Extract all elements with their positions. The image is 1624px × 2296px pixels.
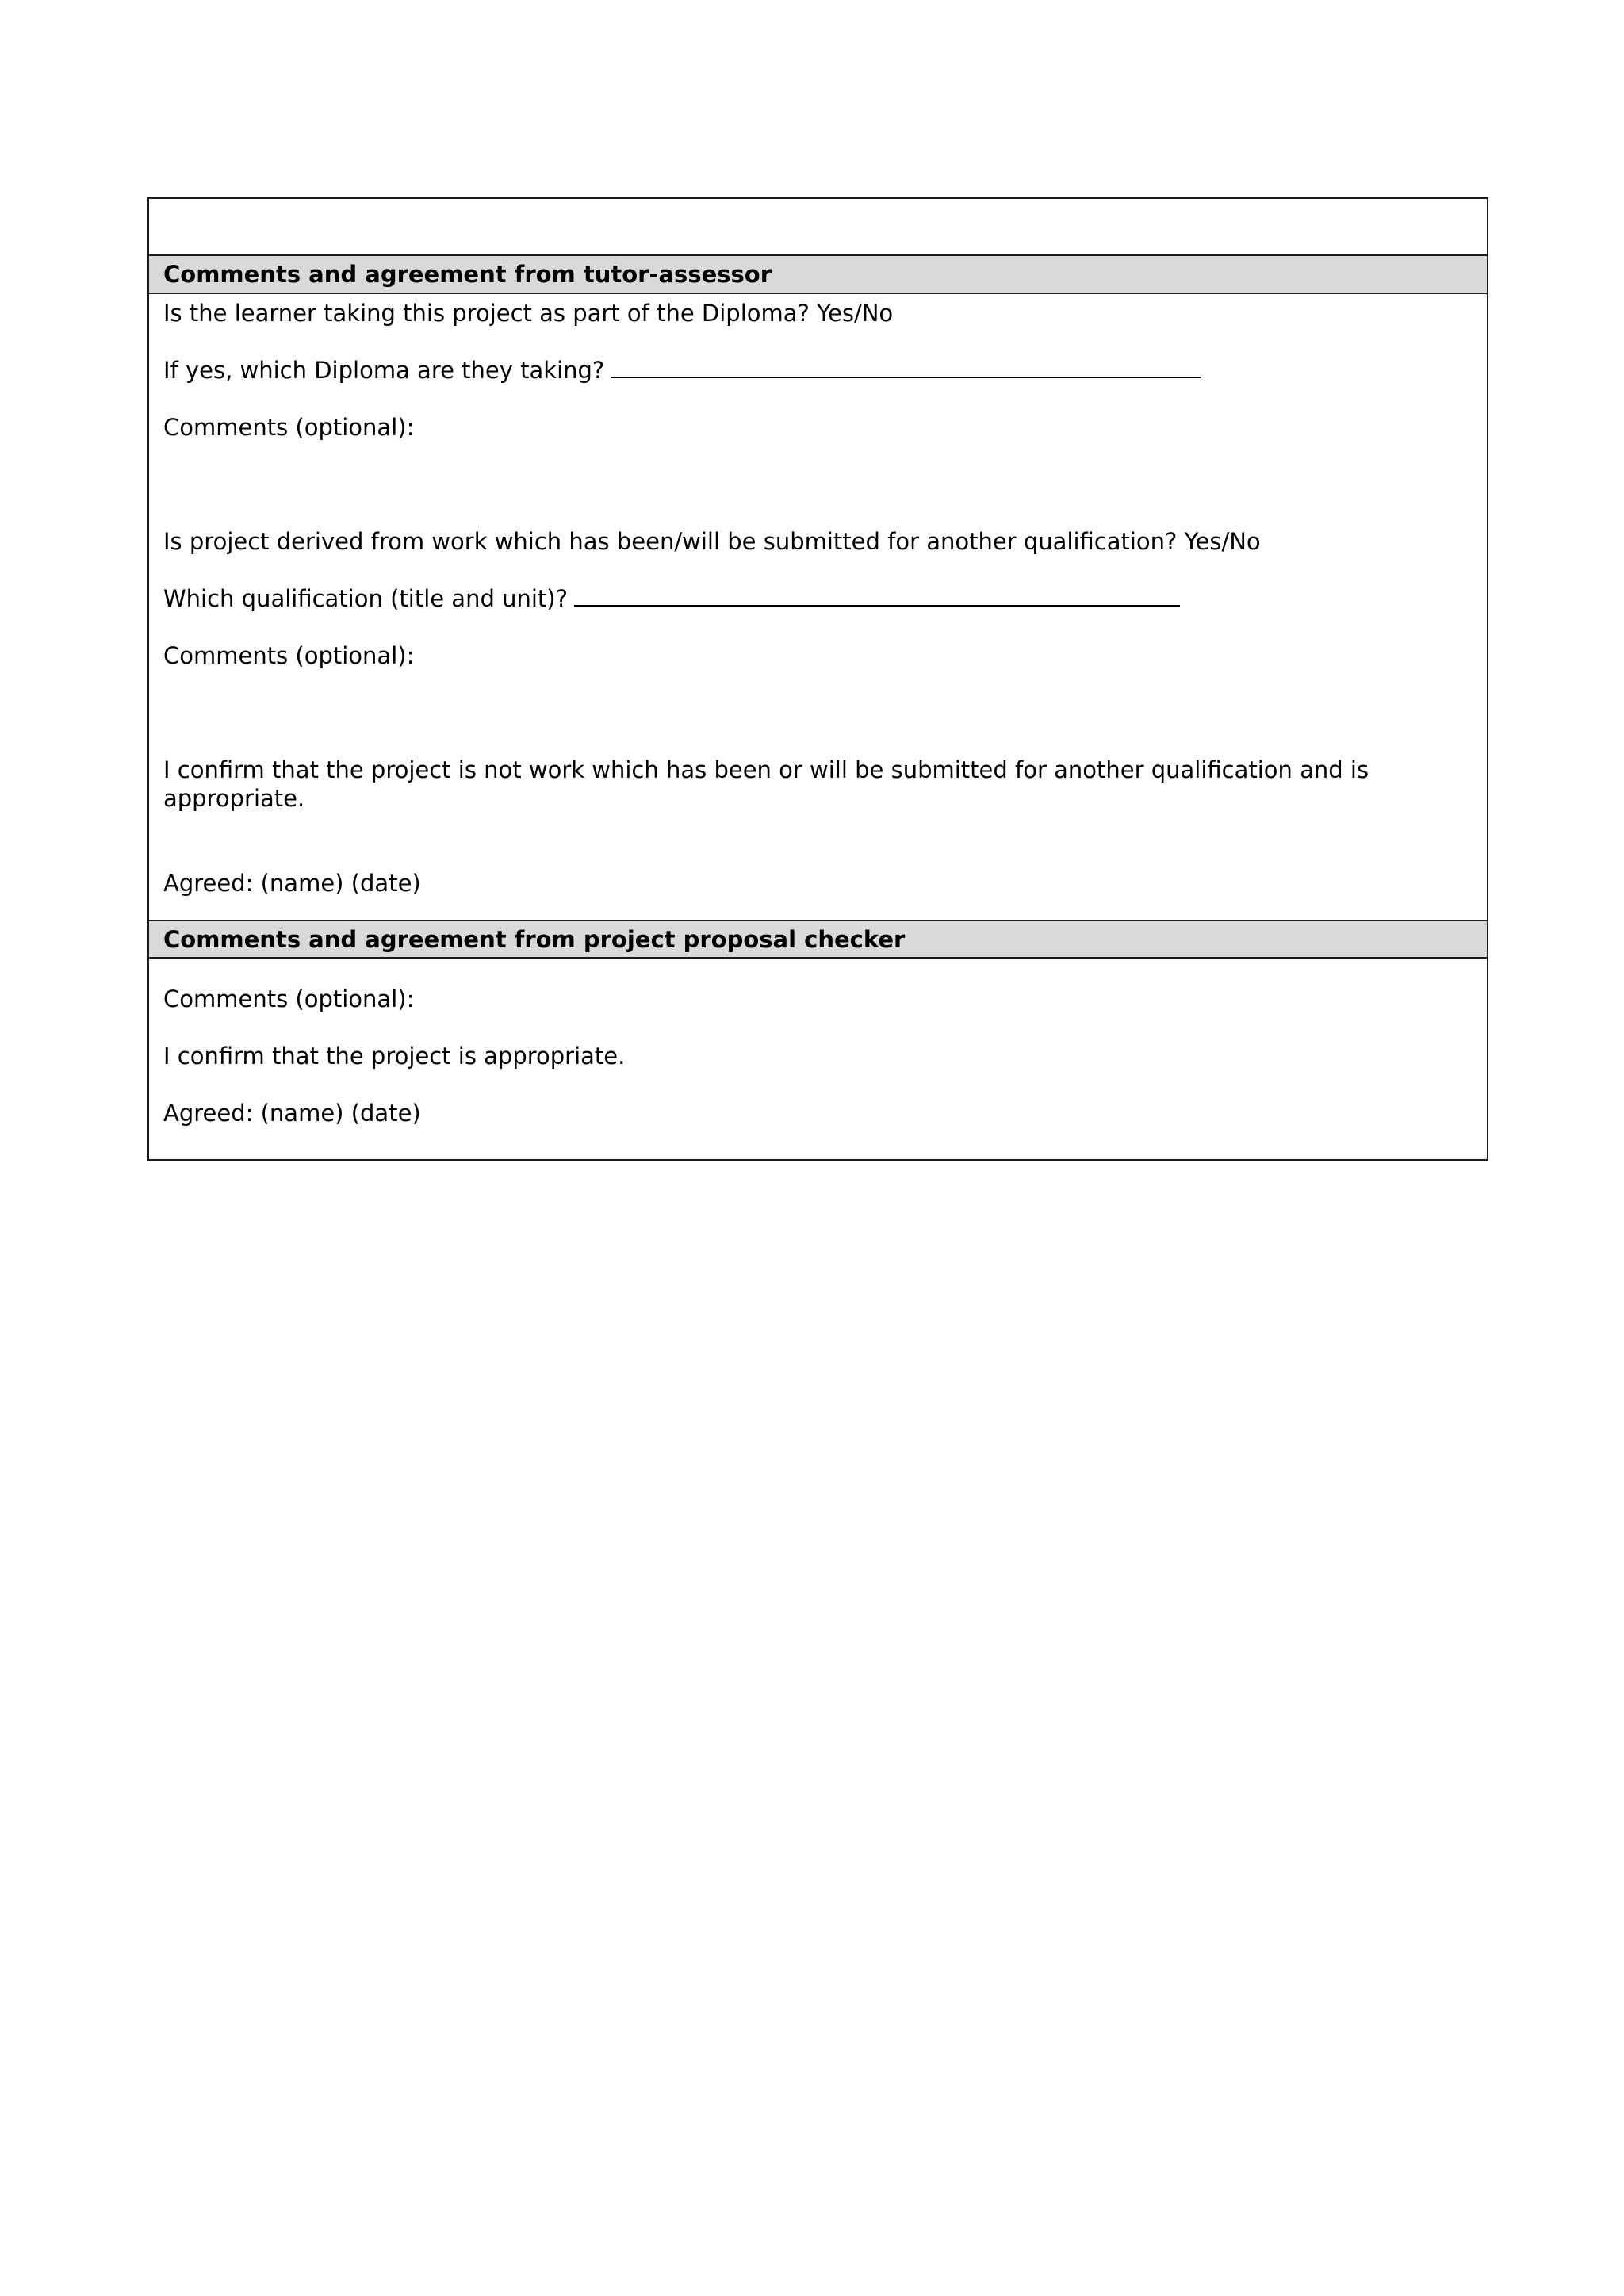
comments-label-1: Comments (optional): [163, 414, 415, 441]
other-qualification-question: Is project derived from work which has been/will be submitted for another qualification? Yes/No [163, 528, 1261, 555]
which-qualification-label: Which qualification (title and unit)? [163, 585, 568, 612]
checker-confirmation: I confirm that the project is appropriate. [163, 1043, 626, 1070]
tutor-assessor-header: Comments and agreement from tutor-assessor [149, 256, 1487, 294]
diploma-question: Is the learner taking this project as part of the Diploma? Yes/No [163, 300, 894, 327]
which-diploma-row [163, 356, 1473, 385]
proposal-checker-section [149, 959, 1487, 1159]
tutor-agreed-line: Agreed: (name) (date) [163, 870, 421, 897]
checker-comments-label: Comments (optional): [163, 985, 415, 1012]
proposal-agreement-form [147, 197, 1488, 1161]
proposal-checker-header: Comments and agreement from project proposal checker [149, 920, 1487, 959]
which-qualification-row [163, 584, 1473, 613]
tutor-assessor-section [149, 294, 1487, 920]
checker-agreed-line: Agreed: (name) (date) [163, 1100, 421, 1127]
tutor-confirmation: I confirm that the project is not work which has been or will be submitted for another qualification and is appropriate. [163, 756, 1369, 812]
comments-label-2: Comments (optional): [163, 642, 415, 669]
which-diploma-field[interactable] [611, 356, 1201, 378]
which-diploma-label: If yes, which Diploma are they taking? [163, 357, 605, 384]
blank-top-row [149, 199, 1487, 256]
which-qualification-field[interactable] [574, 584, 1180, 607]
